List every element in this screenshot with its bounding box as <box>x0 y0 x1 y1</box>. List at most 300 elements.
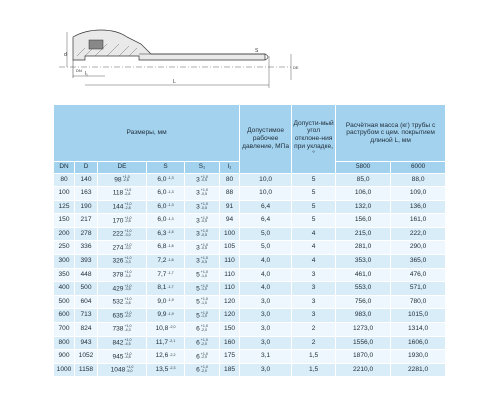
tolerance-lower: -3,0 <box>124 232 131 237</box>
subheader-dn: DN <box>54 162 75 174</box>
cell-s1-value: 3 <box>196 189 200 197</box>
tolerance-upper: +1,0 <box>124 215 132 220</box>
tolerance-lower: -0,5 <box>200 259 207 264</box>
tolerance-lower: -2,0 <box>200 341 207 346</box>
subheader-de: DE <box>98 162 147 174</box>
cell-de-value: 842 <box>112 339 124 347</box>
tolerance-lower: -1,3 <box>167 175 174 180</box>
subheader-s: S <box>147 162 185 174</box>
cell-s-value: 8,1 <box>157 284 167 292</box>
cell-l1: 185 <box>220 363 240 377</box>
tolerance-upper: +1,0 <box>124 310 132 315</box>
cell-de-tolerance <box>124 353 131 360</box>
cell-pressure: 3,0 <box>240 295 292 309</box>
cell-d: 393 <box>75 255 98 269</box>
subheader-length-6000: 6000 <box>391 162 446 174</box>
cell-mass-5800: 1870,0 <box>336 350 391 364</box>
cell-s1-tolerance <box>201 339 208 346</box>
tolerance-lower: -1,0 <box>200 273 207 278</box>
cell-mass-6000: 1930,0 <box>391 350 446 364</box>
cell-s-value: 12,6 <box>155 352 169 360</box>
cell-pressure: 5,0 <box>240 241 292 255</box>
pipe-socket-drawing <box>55 20 315 92</box>
cell-s-value: 9,9 <box>157 311 167 319</box>
cell-l1: 88 <box>220 187 240 201</box>
cell-angle: 5 <box>292 173 336 187</box>
cell-s-value: 11,7 <box>155 338 169 346</box>
tolerance-upper: +1,0 <box>200 229 208 234</box>
cell-de-tolerance <box>124 325 131 332</box>
tolerance-upper: +1,0 <box>124 324 132 329</box>
cell-d: 140 <box>75 173 98 187</box>
cell-d: 448 <box>75 268 98 282</box>
cell-mass-5800: 106,0 <box>336 187 391 201</box>
cell-s-value: 7,7 <box>157 270 167 278</box>
cell-l1: 80 <box>220 173 240 187</box>
table-row <box>54 323 446 337</box>
cell-s <box>147 350 185 364</box>
cell-de-value: 378 <box>112 271 124 279</box>
cell-s1 <box>185 309 220 323</box>
cell-s1 <box>185 200 220 214</box>
cell-mass-6000: 290,0 <box>391 241 446 255</box>
cell-mass-5800: 215,0 <box>336 227 391 241</box>
tolerance-upper: +1,0 <box>200 242 208 247</box>
cell-s1-value: 6 <box>196 366 200 374</box>
cell-dn: 400 <box>54 282 75 296</box>
tolerance-lower: -1,3 <box>167 203 174 208</box>
cell-pressure: 10,0 <box>240 187 292 201</box>
cell-d: 1158 <box>75 363 98 377</box>
cell-s-value: 13,5 <box>155 365 169 373</box>
drawing-label-s: S <box>255 48 259 54</box>
tolerance-lower: -2,2 <box>169 352 176 357</box>
cell-l1: 100 <box>220 227 240 241</box>
table-row <box>54 214 446 228</box>
cell-s-value: 6,0 <box>157 189 167 197</box>
tolerance-lower: -2,8 <box>124 205 131 210</box>
cell-s-tolerance <box>167 313 173 317</box>
cell-s1-value: 3 <box>196 257 200 265</box>
cell-s1-value: 6 <box>196 339 200 347</box>
tolerance-upper: +1,0 <box>124 351 132 356</box>
cell-d: 217 <box>75 214 98 228</box>
pipe-spec-table <box>53 104 446 377</box>
cell-mass-5800: 353,0 <box>336 255 391 269</box>
cell-de-tolerance <box>124 298 131 305</box>
tolerance-lower: -2,8 <box>124 219 131 224</box>
tolerance-upper: +1,0 <box>200 365 208 370</box>
cell-de-tolerance <box>124 285 131 292</box>
tolerance-lower: -1,0 <box>200 314 207 319</box>
cell-s-tolerance <box>167 191 173 195</box>
cell-angle: 5 <box>292 187 336 201</box>
cell-de-tolerance <box>123 176 130 183</box>
cell-de-tolerance <box>124 312 131 319</box>
table-row <box>54 200 446 214</box>
tolerance-lower: -3,8 <box>124 300 131 305</box>
cell-angle: 2 <box>292 323 336 337</box>
drawing-label-de: DE <box>293 65 299 70</box>
tolerance-lower: -1,6 <box>167 243 174 248</box>
cell-de-value: 532 <box>112 298 124 306</box>
cell-mass-6000: 1606,0 <box>391 336 446 350</box>
tolerance-upper: +1,0 <box>200 256 208 261</box>
tolerance-lower: -1,9 <box>167 298 174 303</box>
tolerance-upper: +1,0 <box>200 324 208 329</box>
tolerance-upper: +1,0 <box>200 283 208 288</box>
cell-de <box>98 200 147 214</box>
cell-de-value: 945 <box>112 352 124 360</box>
cell-angle: 3 <box>292 295 336 309</box>
cell-mass-6000: 1015,0 <box>391 309 446 323</box>
cell-s1-tolerance <box>201 244 208 251</box>
cell-dn: 125 <box>54 200 75 214</box>
cell-s1-tolerance <box>201 366 208 373</box>
cell-pressure: 3,0 <box>240 336 292 350</box>
cell-de <box>98 173 147 187</box>
cell-s1-tolerance <box>201 298 208 305</box>
tolerance-upper: +1,0 <box>200 188 208 193</box>
cell-mass-5800: 1273,0 <box>336 323 391 337</box>
cell-s-tolerance <box>167 218 173 222</box>
cell-de-tolerance <box>124 271 131 278</box>
cell-mass-6000: 476,0 <box>391 268 446 282</box>
cell-l1: 105 <box>220 241 240 255</box>
tolerance-upper: +1,0 <box>122 174 130 179</box>
cell-l1: 91 <box>220 200 240 214</box>
cell-de <box>98 350 147 364</box>
cell-s <box>147 200 185 214</box>
cell-angle: 2 <box>292 336 336 350</box>
cell-de-value: 118 <box>112 189 124 197</box>
tolerance-lower: -0,5 <box>200 232 207 237</box>
tolerance-lower: -4,3 <box>124 327 131 332</box>
cell-s1 <box>185 363 220 377</box>
cell-s1-tolerance <box>201 271 208 278</box>
cell-pressure: 6,4 <box>240 214 292 228</box>
cell-de-value: 222 <box>112 230 124 238</box>
cell-s1-value: 3 <box>196 216 200 224</box>
cell-s <box>147 227 185 241</box>
cell-s-tolerance <box>167 204 173 208</box>
tolerance-upper: +1,0 <box>124 202 132 207</box>
tolerance-lower: -2,8 <box>122 178 129 183</box>
cell-s1-value: 5 <box>196 284 200 292</box>
cell-angle: 1,5 <box>292 350 336 364</box>
cell-dn: 100 <box>54 187 75 201</box>
cell-s1 <box>185 295 220 309</box>
cell-s1-tolerance <box>201 176 208 183</box>
tolerance-lower: -1,5 <box>167 230 174 235</box>
tolerance-lower: -2,0 <box>200 355 207 360</box>
drawing-label-d: d <box>64 52 67 58</box>
cell-de-value: 326 <box>112 257 124 265</box>
cell-s1-value: 3 <box>196 203 200 211</box>
cell-s <box>147 255 185 269</box>
cell-mass-5800: 2210,0 <box>336 363 391 377</box>
table-row <box>54 309 446 323</box>
tolerance-lower: -1,6 <box>167 257 174 262</box>
cell-s <box>147 173 185 187</box>
cell-pressure: 4,0 <box>240 268 292 282</box>
drawing-label-l1: l₁ <box>85 71 88 77</box>
cell-pressure: 3,1 <box>240 350 292 364</box>
cell-s <box>147 336 185 350</box>
cell-s1-tolerance <box>201 230 208 237</box>
cell-s-tolerance <box>167 272 173 276</box>
cell-de <box>98 309 147 323</box>
drawing-label-l: L <box>173 79 176 85</box>
cell-dn: 500 <box>54 295 75 309</box>
cell-de-value: 170 <box>112 216 124 224</box>
tolerance-upper: +1,0 <box>124 256 132 261</box>
cell-angle: 1,5 <box>292 363 336 377</box>
subheader-s1: S₁ <box>185 162 220 174</box>
cell-de <box>98 295 147 309</box>
cell-l1: 175 <box>220 350 240 364</box>
cell-dn: 900 <box>54 350 75 364</box>
cell-mass-5800: 983,0 <box>336 309 391 323</box>
table-row <box>54 255 446 269</box>
cell-dn: 150 <box>54 214 75 228</box>
cell-s-tolerance <box>167 286 173 290</box>
subheader-d: D <box>75 162 98 174</box>
cell-l1: 110 <box>220 255 240 269</box>
cell-s1 <box>185 227 220 241</box>
cell-mass-5800: 132,0 <box>336 200 391 214</box>
cell-de <box>98 227 147 241</box>
cell-s1-tolerance <box>201 353 208 360</box>
cell-pressure: 3,0 <box>240 323 292 337</box>
tolerance-upper: +1,0 <box>200 297 208 302</box>
tolerance-lower: -0,5 <box>200 246 207 251</box>
tolerance-upper: +1,0 <box>124 269 132 274</box>
drawing-label-dn: DN <box>76 68 82 73</box>
cell-s1-tolerance <box>201 285 208 292</box>
cell-de-tolerance <box>124 217 131 224</box>
cell-pressure: 6,4 <box>240 200 292 214</box>
cell-mass-6000: 222,0 <box>391 227 446 241</box>
cell-s-value: 7,2 <box>157 257 167 265</box>
cell-s1 <box>185 336 220 350</box>
cell-s1-value: 5 <box>196 298 200 306</box>
tolerance-upper: +1,0 <box>200 202 208 207</box>
header-pressure: Допустимое рабочее давление, МПа <box>240 105 292 174</box>
header-angle: Допусти-мый угол отклоне-ния при укладке, ° <box>292 105 336 174</box>
cell-s <box>147 309 185 323</box>
cell-mass-6000: 571,0 <box>391 282 446 296</box>
cell-de-value: 274 <box>112 244 124 252</box>
cell-dn: 700 <box>54 323 75 337</box>
cell-de <box>98 214 147 228</box>
cell-s-tolerance <box>167 245 173 249</box>
cell-angle: 5 <box>292 214 336 228</box>
cell-de-value: 98 <box>114 176 122 184</box>
cell-de-tolerance <box>124 257 131 264</box>
cell-dn: 350 <box>54 268 75 282</box>
tolerance-lower: -1,0 <box>200 300 207 305</box>
cell-mass-6000: 136,0 <box>391 200 446 214</box>
tolerance-upper: +1,0 <box>200 310 208 315</box>
cell-dn: 800 <box>54 336 75 350</box>
cell-s1-tolerance <box>201 312 208 319</box>
cell-s1-value: 6 <box>196 352 200 360</box>
tolerance-upper: +1,0 <box>124 283 132 288</box>
cell-de-value: 1048 <box>110 366 126 374</box>
cell-angle: 5 <box>292 200 336 214</box>
cell-de <box>98 363 147 377</box>
tolerance-upper: +1,0 <box>200 337 208 342</box>
cell-de-tolerance <box>124 244 131 251</box>
tolerance-lower: -0,5 <box>200 178 207 183</box>
tolerance-lower: -0,5 <box>200 219 207 224</box>
cell-s <box>147 214 185 228</box>
cell-de <box>98 255 147 269</box>
tolerance-upper: +1,0 <box>124 297 132 302</box>
cell-s-value: 10,8 <box>155 325 169 333</box>
cell-mass-5800: 156,0 <box>336 214 391 228</box>
cell-s-value: 6,3 <box>157 229 167 237</box>
cell-de-tolerance <box>124 230 131 237</box>
cell-s1 <box>185 187 220 201</box>
gasket-ring <box>89 40 103 49</box>
cell-s1-tolerance <box>201 189 208 196</box>
table-row <box>54 227 446 241</box>
cell-mass-6000: 161,0 <box>391 214 446 228</box>
tolerance-lower: -2,0 <box>169 325 176 330</box>
tolerance-lower: -4,0 <box>124 314 131 319</box>
cell-s1 <box>185 323 220 337</box>
cell-de <box>98 187 147 201</box>
cell-mass-6000: 1314,0 <box>391 323 446 337</box>
cell-s1-value: 6 <box>196 325 200 333</box>
cell-d: 336 <box>75 241 98 255</box>
table-row <box>54 187 446 201</box>
tolerance-lower: -2,0 <box>200 327 207 332</box>
cell-l1: 160 <box>220 336 240 350</box>
tolerance-upper: +1,0 <box>124 242 132 247</box>
tolerance-lower: -4,5 <box>124 341 131 346</box>
cell-s1-value: 3 <box>196 230 200 238</box>
cell-s <box>147 363 185 377</box>
cell-mass-6000: 88,0 <box>391 173 446 187</box>
cell-s1-value: 5 <box>196 312 200 320</box>
cell-angle: 3 <box>292 268 336 282</box>
cell-s-tolerance <box>167 177 173 181</box>
cell-s1 <box>185 282 220 296</box>
cell-de-value: 738 <box>112 325 124 333</box>
cell-mass-5800: 461,0 <box>336 268 391 282</box>
cell-mass-5800: 281,0 <box>336 241 391 255</box>
table-row <box>54 295 446 309</box>
cell-d: 500 <box>75 282 98 296</box>
cell-s <box>147 295 185 309</box>
cell-s-tolerance <box>167 231 173 235</box>
cell-mass-5800: 1556,0 <box>336 336 391 350</box>
tolerance-lower: -3,5 <box>124 287 131 292</box>
tolerance-lower: -0,5 <box>200 192 207 197</box>
tolerance-lower: -1,9 <box>167 311 174 316</box>
table-body <box>54 173 446 377</box>
tolerance-lower: -3,0 <box>124 246 131 251</box>
tolerance-lower: -2,1 <box>169 339 176 344</box>
cell-s <box>147 241 185 255</box>
cell-mass-6000: 109,0 <box>391 187 446 201</box>
cell-dn: 80 <box>54 173 75 187</box>
cell-de <box>98 241 147 255</box>
cell-s1-tolerance <box>201 203 208 210</box>
cell-s-tolerance <box>169 367 175 371</box>
cell-de-tolerance <box>124 189 131 196</box>
tolerance-lower: -2,8 <box>124 192 131 197</box>
tolerance-upper: +1,0 <box>200 351 208 356</box>
cell-de <box>98 336 147 350</box>
cell-s-tolerance <box>167 259 173 263</box>
tolerance-upper: +1,0 <box>124 229 132 234</box>
tolerance-upper: +1,0 <box>124 337 132 342</box>
cell-s1 <box>185 255 220 269</box>
cell-s1 <box>185 173 220 187</box>
cell-l1: 110 <box>220 282 240 296</box>
cell-pressure: 5,0 <box>240 227 292 241</box>
tolerance-upper: +1,0 <box>200 174 208 179</box>
cell-de <box>98 323 147 337</box>
cell-angle: 3 <box>292 282 336 296</box>
cell-mass-6000: 2281,0 <box>391 363 446 377</box>
cell-s-tolerance <box>169 354 175 358</box>
header-dimensions: Размеры, мм <box>54 105 240 162</box>
cell-angle: 4 <box>292 241 336 255</box>
cell-d: 163 <box>75 187 98 201</box>
cell-de <box>98 268 147 282</box>
cell-dn: 200 <box>54 227 75 241</box>
cell-s <box>147 282 185 296</box>
table-row <box>54 350 446 364</box>
tolerance-lower: -0,5 <box>200 205 207 210</box>
cell-s-value: 6,0 <box>157 216 167 224</box>
tolerance-lower: -4,8 <box>124 355 131 360</box>
tolerance-lower: -5,0 <box>126 368 133 373</box>
tolerance-lower: -1,7 <box>167 284 174 289</box>
cell-mass-6000: 365,0 <box>391 255 446 269</box>
cell-dn: 600 <box>54 309 75 323</box>
cell-s-value: 6,8 <box>157 243 167 251</box>
cell-d: 278 <box>75 227 98 241</box>
cell-dn: 300 <box>54 255 75 269</box>
cell-pressure: 10,0 <box>240 173 292 187</box>
cell-dn: 250 <box>54 241 75 255</box>
cell-d: 190 <box>75 200 98 214</box>
cell-s-tolerance <box>167 299 173 303</box>
tolerance-lower: -1,0 <box>200 287 207 292</box>
tolerance-upper: +1,0 <box>200 269 208 274</box>
cell-mass-5800: 553,0 <box>336 282 391 296</box>
cell-s-value: 6,0 <box>157 175 167 183</box>
cell-s <box>147 268 185 282</box>
cell-s1-tolerance <box>201 257 208 264</box>
cell-s1 <box>185 241 220 255</box>
cell-de-tolerance <box>124 203 131 210</box>
cell-dn: 1000 <box>54 363 75 377</box>
cell-s <box>147 187 185 201</box>
cell-de <box>98 282 147 296</box>
cell-l1: 120 <box>220 309 240 323</box>
header-mass: Расчётная масса (кг) трубы с раструбом с цем. покрытием длиной L, мм <box>336 105 446 162</box>
tolerance-lower: -1,3 <box>167 189 174 194</box>
cell-s1-value: 5 <box>196 271 200 279</box>
cell-mass-5800: 85,0 <box>336 173 391 187</box>
